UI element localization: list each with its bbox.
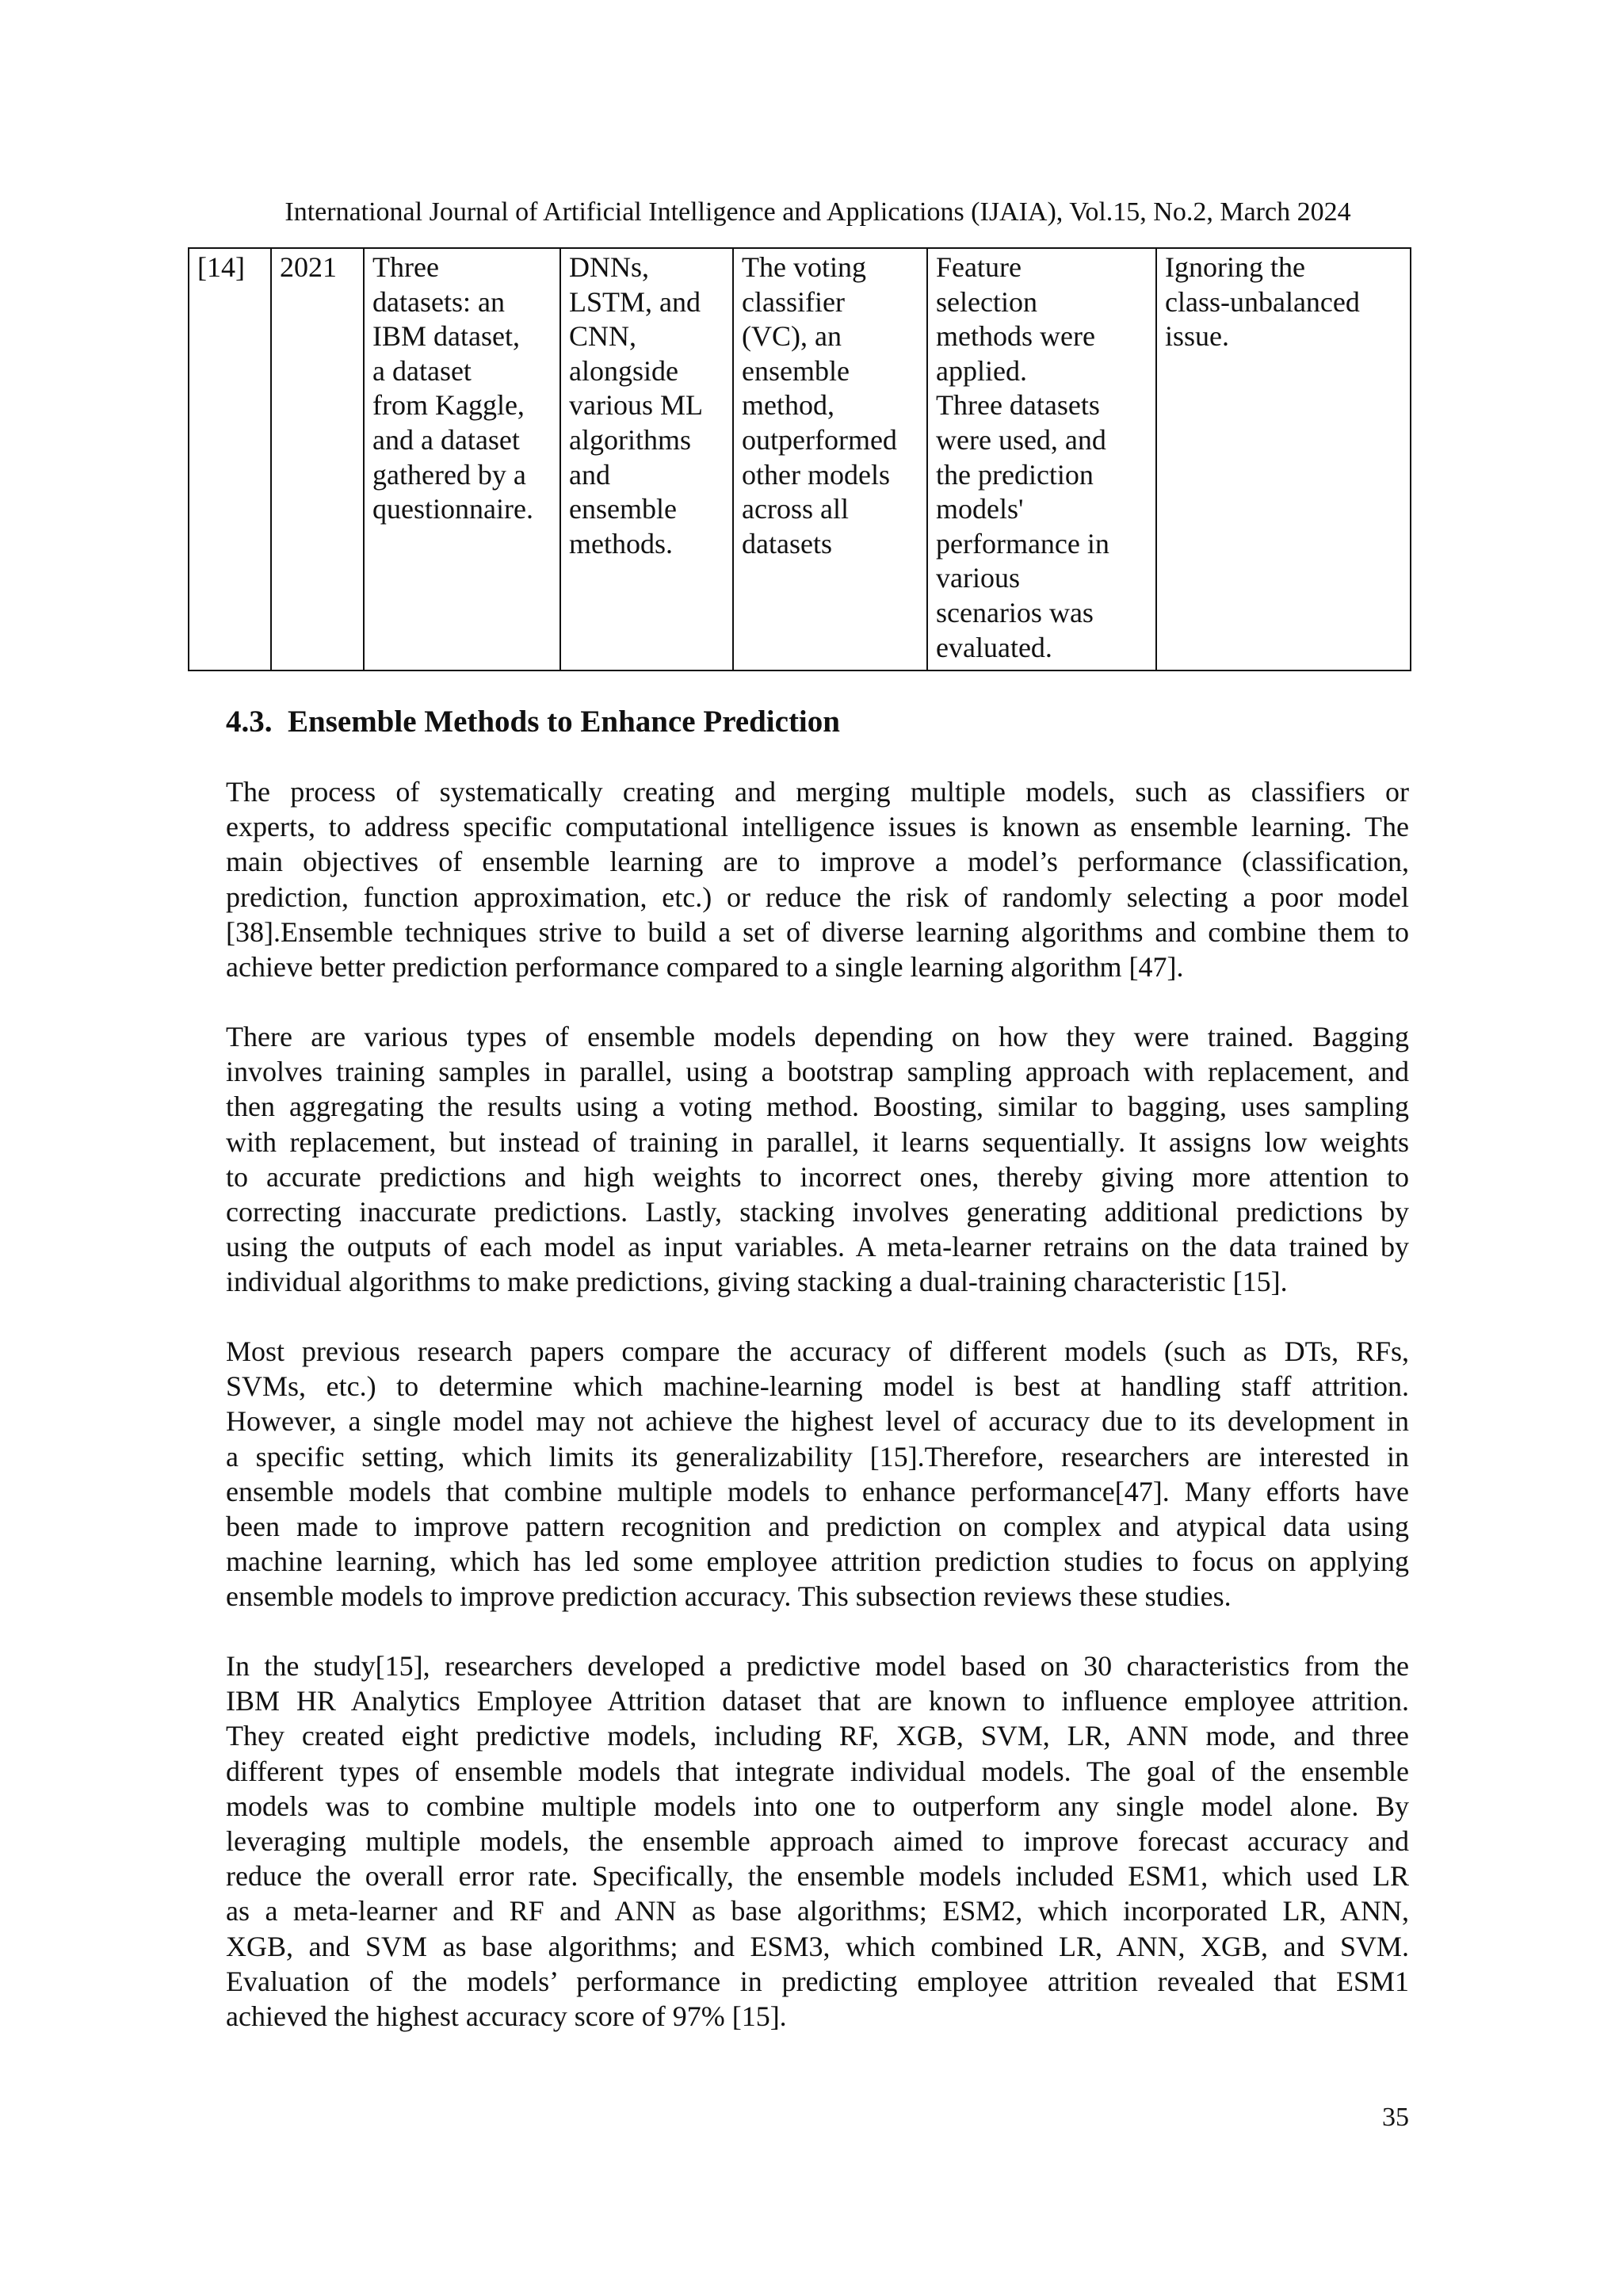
cell-line: ensemble <box>569 493 677 525</box>
cell-line: were used, and <box>936 423 1106 456</box>
text-line: There are various types of ensemble models depending on how they were trained. Bagging <box>226 1021 1409 1052</box>
cell-line: gathered by a <box>372 458 526 491</box>
cell-line: 2021 <box>280 251 337 283</box>
cell-line: performance in <box>936 527 1109 560</box>
cell-line: various <box>936 562 1020 594</box>
cell-line: (VC), an <box>742 320 842 353</box>
cell-line: Three datasets <box>936 389 1100 422</box>
text-line: prediction, function approximation, etc.) or reduce the risk of randomly selecting a poor model <box>226 881 1409 913</box>
cell-line: [14] <box>197 251 245 283</box>
cell-line: Feature <box>936 251 1022 283</box>
cell-line: methods. <box>569 527 673 560</box>
cell-reference <box>189 248 271 670</box>
cell-line: other models <box>742 458 890 491</box>
cell-line: datasets: an <box>372 285 505 318</box>
text-line: main objectives of ensemble learning are to improve a model’s performance (classification, <box>226 846 1409 878</box>
table-row <box>189 248 1411 670</box>
text-line: experts, to address specific computational intelligence issues is known as ensemble learning. The <box>226 811 1409 843</box>
section-title: Ensemble Methods to Enhance Prediction <box>288 705 840 739</box>
paragraph-study-15 <box>226 1648 1409 2034</box>
text-line: then aggregating the results using a voting method. Boosting, similar to bagging, uses sampling <box>226 1091 1409 1123</box>
cell-line: and <box>569 458 610 491</box>
cell-results <box>733 248 927 670</box>
cell-line: classifier <box>742 285 845 318</box>
cell-line: applied. <box>936 354 1027 387</box>
cell-line: Three <box>372 251 439 283</box>
text-line: ensemble models that combine multiple models to enhance performance[47]. Many efforts have <box>226 1475 1409 1507</box>
paragraph-ensemble-learning <box>226 774 1409 984</box>
cell-line: selection <box>936 285 1037 318</box>
text-line: a specific setting, which limits its generalizability [15].Therefore, researchers are interested in <box>226 1440 1409 1473</box>
cell-line: method, <box>742 389 834 422</box>
text-line: IBM HR Analytics Employee Attrition dataset that are known to influence employee attrition. <box>226 1685 1409 1717</box>
cell-line: class-unbalanced <box>1165 285 1360 318</box>
cell-line: issue. <box>1165 320 1229 353</box>
paragraph-ensemble-types <box>226 1019 1409 1300</box>
section-heading <box>226 703 840 741</box>
cell-line: methods were <box>936 320 1095 353</box>
cell-line: a dataset <box>372 354 472 387</box>
cell-line: and a dataset <box>372 423 520 456</box>
text-line: achieve better prediction performance compared to a single learning algorithm [47]. <box>226 950 1184 983</box>
text-line: In the study[15], researchers developed a predictive model based on 30 characteristics from the <box>226 1650 1409 1682</box>
text-line: However, a single model may not achieve the highest level of accuracy due to its development in <box>226 1405 1409 1438</box>
section-number: 4.3. <box>226 705 273 739</box>
cell-year <box>271 248 364 670</box>
cell-line: alongside <box>569 354 678 387</box>
text-line: correcting inaccurate predictions. Lastly, stacking involves generating additional predictions by <box>226 1195 1409 1228</box>
cell-line: across all <box>742 493 849 525</box>
text-line: The process of systematically creating and merging multiple models, such as classifiers or <box>226 776 1409 808</box>
text-line: involves training samples in parallel, using a bootstrap sampling approach with replacement, and <box>226 1056 1409 1088</box>
cell-methods <box>560 248 733 670</box>
cell-line: the prediction <box>936 458 1094 491</box>
page-number: 35 <box>1382 2103 1409 2132</box>
cell-limitations <box>1156 248 1411 670</box>
cell-line: IBM dataset, <box>372 320 520 353</box>
text-line: XGB, and SVM as base algorithms; and ESM3, which combined LR, ANN, XGB, and SVM. <box>226 1930 1409 1962</box>
cell-datasets <box>364 248 560 670</box>
literature-summary-table <box>188 247 1411 671</box>
text-line: leveraging multiple models, the ensemble approach aimed to improve forecast accuracy and <box>226 1824 1409 1857</box>
text-line: models was to combine multiple models into one to outperform any single model alone. By <box>226 1790 1409 1822</box>
cell-line: outperformed <box>742 423 897 456</box>
cell-line: DNNs, <box>569 251 650 283</box>
paragraph-previous-research <box>226 1334 1409 1614</box>
cell-strengths <box>927 248 1156 670</box>
cell-line: algorithms <box>569 423 691 456</box>
text-line: They created eight predictive models, including RF, XGB, SVM, LR, ANN mode, and three <box>226 1720 1409 1752</box>
text-line: machine learning, which has led some employee attrition prediction studies to focus on applying <box>226 1545 1409 1578</box>
journal-running-header: International Journal of Artificial Intelligence and Applications (IJAIA), Vol.15, No.2, March 2024 <box>285 197 1351 227</box>
text-line: as a meta-learner and RF and ANN as base algorithms; ESM2, which incorporated LR, ANN, <box>226 1895 1409 1927</box>
cell-line: various ML <box>569 389 703 422</box>
text-line: using the outputs of each model as input variables. A meta-learner retrains on the data trained by <box>226 1231 1409 1263</box>
cell-line: Ignoring the <box>1165 251 1305 283</box>
text-line: been made to improve pattern recognition and prediction on complex and atypical data using <box>226 1510 1409 1542</box>
text-line: [38].Ensemble techniques strive to build a set of diverse learning algorithms and combine them to <box>226 915 1409 948</box>
text-line: Most previous research papers compare the accuracy of different models (such as DTs, RFs, <box>226 1335 1409 1367</box>
text-line: to accurate predictions and high weights to incorrect ones, thereby giving more attention to <box>226 1160 1409 1193</box>
cell-line: CNN, <box>569 320 637 353</box>
cell-line: datasets <box>742 527 832 560</box>
cell-line: from Kaggle, <box>372 389 525 422</box>
text-line: reduce the overall error rate. Specifically, the ensemble models included ESM1, which used LR <box>226 1860 1409 1893</box>
text-line: SVMs, etc.) to determine which machine-learning model is best at handling staff attrition. <box>226 1370 1409 1403</box>
cell-line: LSTM, and <box>569 285 701 318</box>
cell-line: The voting <box>742 251 866 283</box>
cell-line: models' <box>936 493 1024 525</box>
text-line: achieved the highest accuracy score of 97% [15]. <box>226 2000 787 2032</box>
cell-line: questionnaire. <box>372 493 533 525</box>
text-line: ensemble models to improve prediction accuracy. This subsection reviews these studies. <box>226 1580 1232 1613</box>
cell-line: ensemble <box>742 354 850 387</box>
cell-line: evaluated. <box>936 631 1052 663</box>
text-line: different types of ensemble models that integrate individual models. The goal of the ensemble <box>226 1755 1409 1787</box>
text-line: individual algorithms to make predictions, giving stacking a dual-training characteristic [15]. <box>226 1266 1288 1298</box>
text-line: with replacement, but instead of training in parallel, it learns sequentially. It assigns low weights <box>226 1125 1409 1158</box>
text-line: Evaluation of the models’ performance in predicting employee attrition revealed that ESM1 <box>226 1965 1409 1997</box>
cell-line: scenarios was <box>936 596 1094 628</box>
